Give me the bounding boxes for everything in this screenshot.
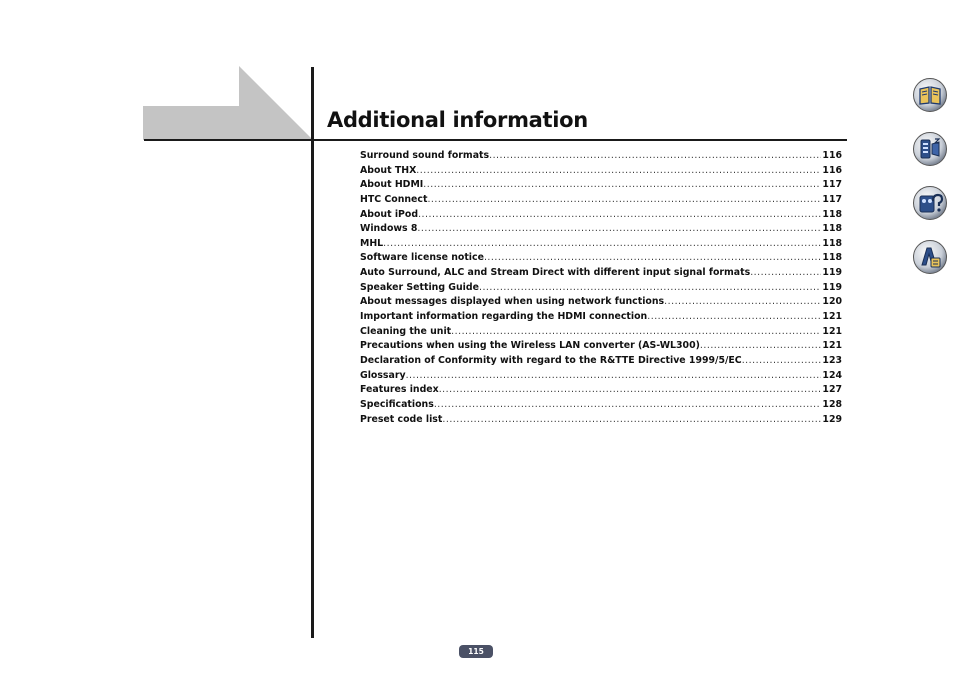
toc-entry-page: 128 [822, 398, 842, 410]
toc-entry-page: 117 [822, 179, 842, 191]
toc-entry-title: About THX [360, 164, 417, 176]
toc-entry[interactable] [360, 251, 842, 266]
toc-entry-page: 121 [822, 340, 842, 352]
toc-dot-leader [664, 295, 821, 310]
toc-entry[interactable] [360, 208, 842, 223]
toc-entry-page: 123 [822, 354, 842, 366]
vertical-rule [311, 67, 314, 638]
toc-dot-leader [434, 398, 822, 413]
help-question-icon[interactable] [912, 185, 948, 221]
toc-dot-leader [417, 222, 821, 237]
toc-entry-title: Specifications [360, 398, 434, 410]
toc-entry[interactable] [360, 237, 842, 252]
toc-entry[interactable] [360, 222, 842, 237]
toc-entry-title: Cleaning the unit [360, 325, 452, 337]
toc-dot-leader [742, 354, 822, 369]
toc-entry-title: Features index [360, 384, 439, 396]
toc-entry-title: About iPod [360, 208, 419, 220]
toc-dot-leader [406, 369, 822, 384]
book-icon[interactable] [912, 77, 948, 113]
toc-entry-page: 129 [822, 413, 842, 425]
toc-dot-leader [418, 208, 821, 223]
toc-entry[interactable] [360, 369, 842, 384]
toc-entry[interactable] [360, 281, 842, 296]
toc-entry-page: 120 [822, 296, 842, 308]
page-title: Additional information [327, 108, 588, 132]
toc-entry-title: Windows 8 [360, 223, 418, 235]
toc-dot-leader [489, 149, 821, 164]
toc-entry[interactable] [360, 413, 842, 428]
toc-entry-title: Speaker Setting Guide [360, 281, 479, 293]
toc-entry[interactable] [360, 266, 842, 281]
toc-entry[interactable] [360, 295, 842, 310]
toc-dot-leader [451, 325, 821, 340]
index-letter-icon[interactable] [912, 239, 948, 275]
toc-entry-title: Precautions when using the Wireless LAN converter (AS-WL300) [360, 340, 700, 352]
toc-entry-page: 118 [822, 208, 842, 220]
toc-entry-title: About messages displayed when using network functions [360, 296, 665, 308]
page-number-badge: 115 [459, 645, 493, 658]
toc-entry-page: 121 [822, 311, 842, 323]
toc-entry-page: 118 [822, 237, 842, 249]
toc-entry[interactable] [360, 354, 842, 369]
toc-entry-page: 124 [822, 369, 842, 381]
toc-entry-title: HTC Connect [360, 193, 428, 205]
toc-dot-leader [427, 193, 821, 208]
toc-dot-leader [442, 413, 821, 428]
toc-entry-page: 127 [822, 384, 842, 396]
toc-dot-leader [479, 281, 821, 296]
toc-entry[interactable] [360, 325, 842, 340]
toc-entry-page: 118 [822, 223, 842, 235]
toc-entry-title: Important information regarding the HDMI connection [360, 311, 648, 323]
toc-entry-page: 117 [822, 193, 842, 205]
toc-entry[interactable] [360, 149, 842, 164]
toc-dot-leader [383, 237, 821, 252]
toc-entry-title: Glossary [360, 369, 406, 381]
toc-entry-title: Software license notice [360, 252, 484, 264]
toc-entry-page: 116 [822, 150, 842, 161]
toc-dot-leader [423, 178, 821, 193]
toc-entry-title: Surround sound formats [360, 150, 490, 161]
toc-dot-leader [700, 339, 822, 354]
toc-dot-leader [484, 251, 821, 266]
remote-settings-icon[interactable] [912, 131, 948, 167]
toc-entry-title: Declaration of Conformity with regard to the R&TTE Directive 1999/5/EC [360, 354, 742, 366]
toc-entry[interactable] [360, 339, 842, 354]
toc-entry[interactable] [360, 178, 842, 193]
chapter-tab [143, 66, 313, 140]
toc-dot-leader [647, 310, 821, 325]
toc-dot-leader [750, 266, 821, 281]
toc-entry[interactable] [360, 383, 842, 398]
toc-entry-title: MHL [360, 237, 384, 249]
table-of-contents [360, 149, 842, 427]
toc-entry-page: 119 [822, 281, 842, 293]
toc-entry-page: 121 [822, 325, 842, 337]
toc-entry[interactable] [360, 164, 842, 179]
toc-entry-page: 116 [822, 164, 842, 176]
toc-entry[interactable] [360, 310, 842, 325]
toc-entry[interactable] [360, 398, 842, 413]
toc-entry[interactable] [360, 193, 842, 208]
title-rule [311, 139, 847, 141]
tab-rule [144, 139, 314, 141]
toc-entry-page: 118 [822, 252, 842, 264]
toc-dot-leader [416, 164, 821, 179]
toc-entry-page: 119 [822, 267, 842, 279]
toc-entry-title: Preset code list [360, 413, 443, 425]
toc-entry-title: About HDMI [360, 179, 424, 191]
toc-dot-leader [439, 383, 822, 398]
toc-entry-title: Auto Surround, ALC and Stream Direct with different input signal formats [360, 267, 751, 279]
